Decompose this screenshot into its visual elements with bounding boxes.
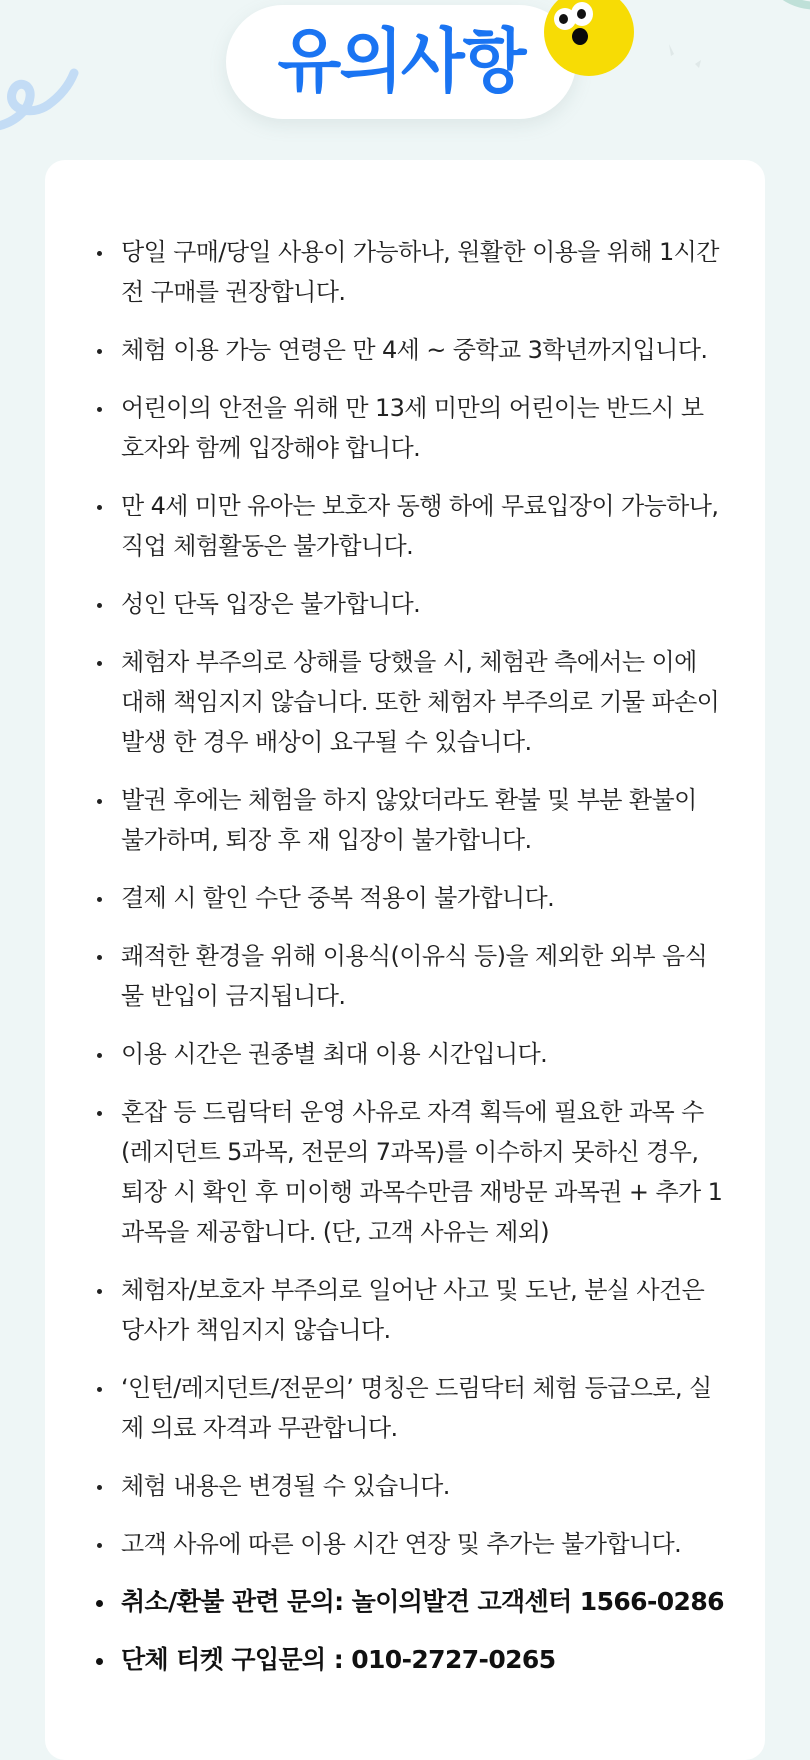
arc-decoration-icon (760, 0, 810, 15)
group-ticket-contact-notice: 단체 티켓 구입문의 : 010-2727-0265 (121, 1640, 725, 1680)
notice-item: 만 4세 미만 유아는 보호자 동행 하에 무료입장이 가능하나, 직업 체험활동은 불가합니다. (121, 486, 725, 566)
sparkle-decoration-icon (665, 42, 705, 82)
notice-list (45, 160, 765, 1680)
mouth-icon (572, 28, 588, 45)
notice-item: 고객 사유에 따른 이용 시간 연장 및 추가는 불가합니다. (121, 1524, 725, 1564)
notice-item: 체험 이용 가능 연령은 만 4세 ~ 중학교 3학년까지입니다. (121, 330, 725, 370)
notice-item: 체험자 부주의로 상해를 당했을 시, 체험관 측에서는 이에 대해 책임지지 않습니다. 또한 체험자 부주의로 기물 파손이 발생 한 경우 배상이 요구될 수 있습니다. (121, 642, 725, 762)
notice-item: 당일 구매/당일 사용이 가능하나, 원활한 이용을 위해 1시간 전 구매를 권장합니다. (121, 232, 725, 312)
eye-icon (571, 2, 593, 26)
notice-item: 어린이의 안전을 위해 만 13세 미만의 어린이는 반드시 보호자와 함께 입장해야 합니다. (121, 388, 725, 468)
notice-item: 성인 단독 입장은 불가합니다. (121, 584, 725, 624)
notice-item: 결제 시 할인 수단 중복 적용이 불가합니다. (121, 878, 725, 918)
squiggle-decoration-icon (0, 55, 85, 135)
page-title-badge (226, 5, 576, 119)
notice-item: 쾌적한 환경을 위해 이용식(이유식 등)을 제외한 외부 음식물 반입이 금지됩니다. (121, 936, 725, 1016)
notice-item: 체험 내용은 변경될 수 있습니다. (121, 1466, 725, 1506)
page-title: 유의사항 (277, 21, 525, 102)
notice-item: 발권 후에는 체험을 하지 않았더라도 환불 및 부분 환불이 불가하며, 퇴장 후 재 입장이 불가합니다. (121, 780, 725, 860)
notice-card (45, 160, 765, 1760)
notice-item: ‘인턴/레지던트/전문의’ 명칭은 드림닥터 체험 등급으로, 실제 의료 자격과 무관합니다. (121, 1368, 725, 1448)
refund-contact-notice: 취소/환불 관련 문의: 놀이의발견 고객센터 1566-0286 (121, 1582, 725, 1622)
notice-item: 이용 시간은 권종별 최대 이용 시간입니다. (121, 1034, 725, 1074)
notice-item: 체험자/보호자 부주의로 일어난 사고 및 도난, 분실 사건은 당사가 책임지지 않습니다. (121, 1270, 725, 1350)
notice-item: 혼잡 등 드림닥터 운영 사유로 자격 획득에 필요한 과목 수(레지던트 5과목, 전문의 7과목)를 이수하지 못하신 경우, 퇴장 시 확인 후 미이행 과목수만큼 재방문 과목권 + 추가 1과목을 제공합니다. (단, 고객 사유는 제외) (121, 1092, 725, 1252)
